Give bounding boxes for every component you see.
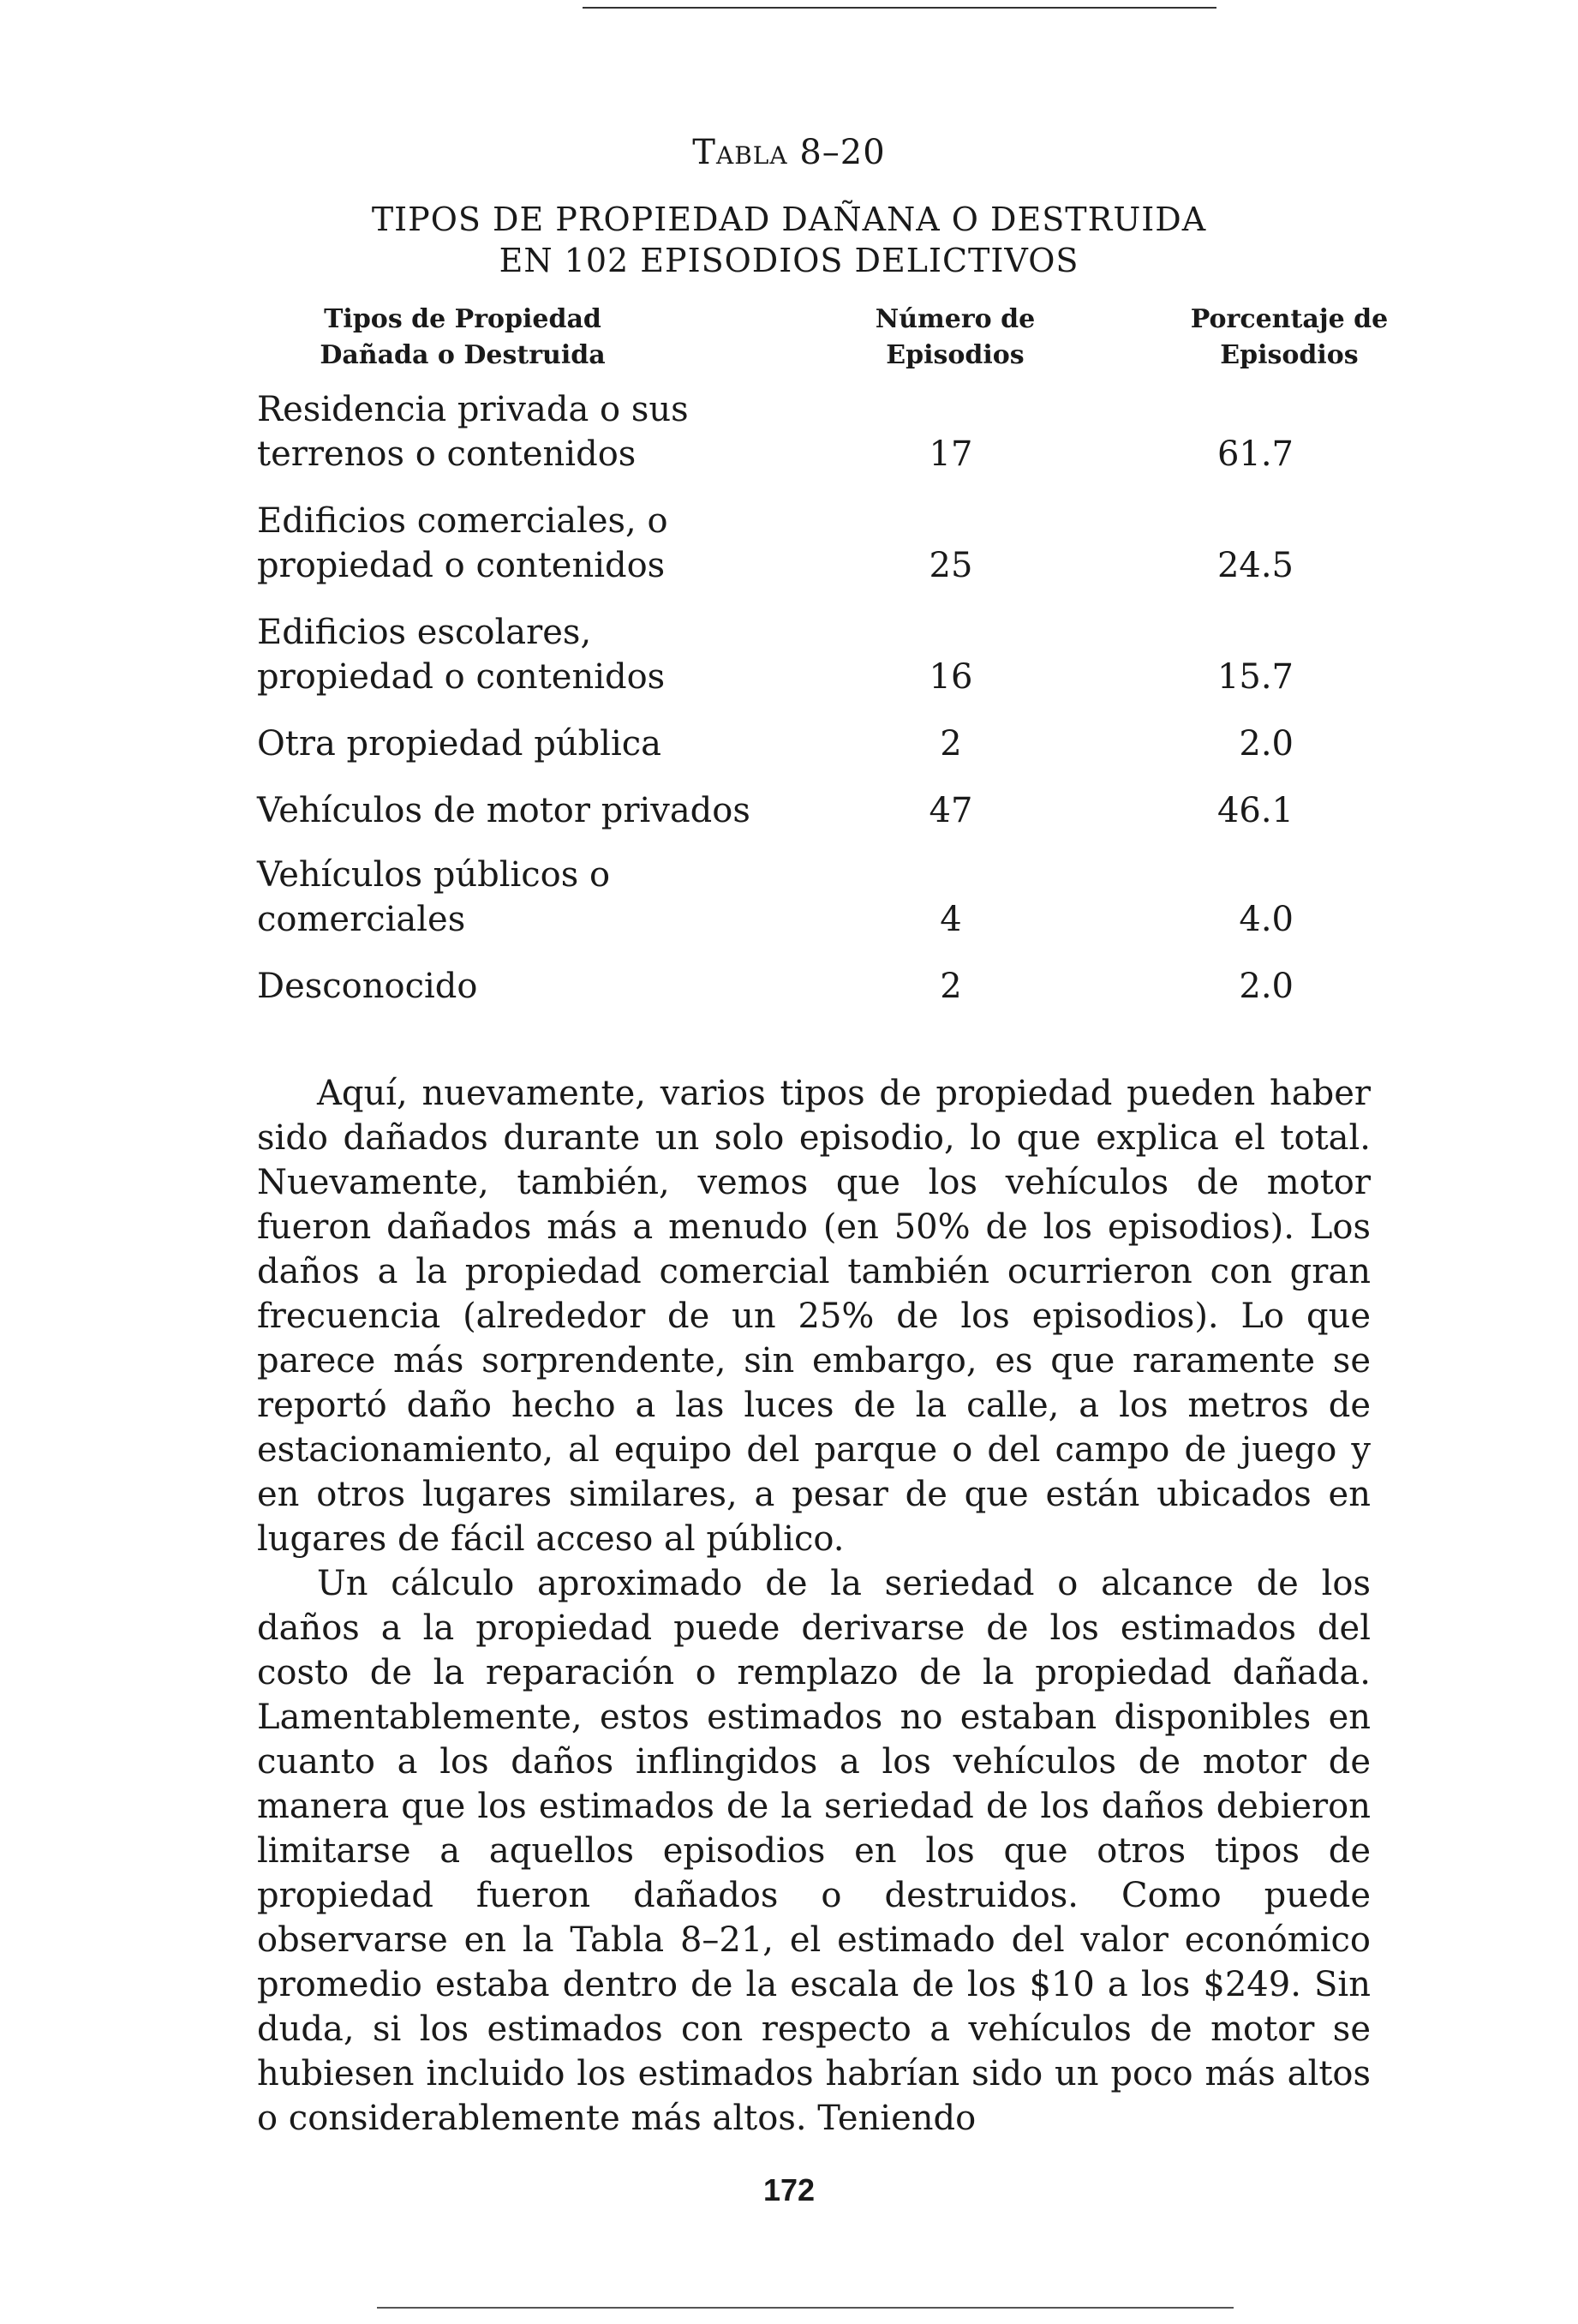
row-label: Residencia privada o sus terrenos o contenidos bbox=[257, 390, 689, 474]
row-episodes: 25 bbox=[929, 546, 973, 585]
row-label: Vehículos públicos o comerciales bbox=[257, 855, 611, 939]
page-number: 172 bbox=[762, 2172, 816, 2207]
row-label: Desconocido bbox=[257, 967, 478, 1006]
header-episode-percent: Porcentaje de Episodios bbox=[1190, 304, 1389, 370]
body-paragraph-1: Aquí, nuevamente, varios tipos de propiedad pueden haber sido dañados durante un solo episodio, lo que explica el total. Nuevamente, también, vemos que los vehículos de motor fueron dañados más a menudo (en 50% de los episodios). Los daños a la propiedad comercial también ocurrieron con gran frecuencia (alrededor de un 25% de los episodios). Lo que parece más sorprendente, sin embargo, es que raramente se reportó daño hecho a las luces de la calle, a los metros de estacionamiento, al equipo del parque o del campo de juego y en otros lugares similares, a pesar de que están ubicados en lugares de fácil acceso al público. bbox=[257, 1074, 1371, 1559]
body-paragraph-2: Un cálculo aproximado de la seriedad o alcance de los daños a la propiedad puede derivarse de los estimados del costo de la reparación o remplazo de la propiedad dañada. Lamentablemente, estos estimados no estaban disponibles en cuanto a los daños inflingidos a los vehículos de motor de manera que los estimados de la seriedad de los daños debieron limitarse a aquellos episodios en los que otros tipos de propiedad fueron dañados o destruidos. Como puede observarse en la Tabla 8–21, el estimado del valor económico promedio estaba dentro de la escala de los $10 a los $249. Sin duda, si los estimados con respecto a vehículos de motor se hubiesen incluido los estimados habrían sido un poco más altos o considerablemente más altos. Teniendo bbox=[257, 1564, 1371, 2138]
row-label: Edificios comerciales, o propiedad o contenidos bbox=[257, 501, 668, 585]
row-episodes: 4 bbox=[940, 900, 962, 939]
row-percent: 2.0 bbox=[1239, 967, 1294, 1006]
row-episodes: 16 bbox=[929, 657, 973, 697]
row-percent: 15.7 bbox=[1216, 657, 1294, 697]
row-percent: 4.0 bbox=[1239, 900, 1294, 939]
bottom-rule bbox=[377, 2307, 1234, 2309]
header-episode-count: Número de Episodios bbox=[875, 304, 1036, 370]
table-title-line2: EN 102 EPISODIOS DELICTIVOS bbox=[499, 242, 1079, 279]
row-percent: 2.0 bbox=[1239, 724, 1294, 764]
table-title bbox=[0, 199, 1578, 281]
row-percent: 24.5 bbox=[1216, 546, 1294, 585]
row-label: Vehículos de motor privados bbox=[257, 791, 750, 830]
header-property-type: Tipos de Propiedad Dañada o Destruida bbox=[320, 304, 606, 370]
row-episodes: 47 bbox=[929, 791, 973, 830]
row-episodes: 17 bbox=[929, 434, 973, 474]
row-label: Edificios escolares, propiedad o contenidos bbox=[257, 613, 666, 697]
body-text bbox=[257, 1071, 1371, 2141]
row-episodes: 2 bbox=[940, 724, 962, 764]
row-episodes: 2 bbox=[940, 967, 962, 1006]
table-title-line1: TIPOS DE PROPIEDAD DAÑANA O DESTRUIDA bbox=[371, 201, 1207, 238]
row-percent: 46.1 bbox=[1216, 791, 1294, 830]
table-label: Tabla 8–20 bbox=[692, 133, 886, 172]
top-rule bbox=[583, 7, 1216, 9]
row-label: Otra propiedad pública bbox=[257, 724, 662, 764]
row-percent: 61.7 bbox=[1216, 434, 1294, 474]
